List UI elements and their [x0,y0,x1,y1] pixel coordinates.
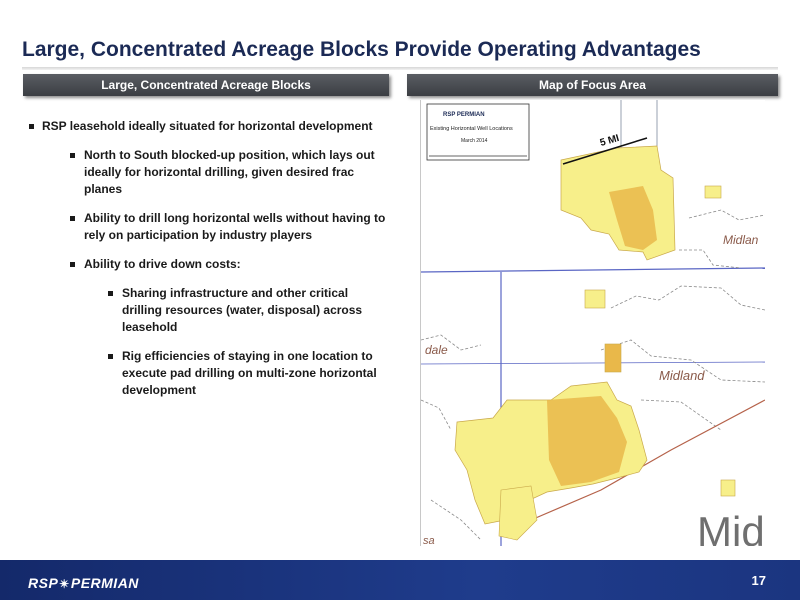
label-midland: Midland [659,368,705,383]
bullet-item [26,118,388,135]
logo-text-left: RSP [28,575,59,591]
bullet-item [26,285,388,336]
label-sa: sa [423,535,435,546]
acreage-parcel [585,290,605,308]
bullet-square-icon [108,291,113,296]
bullet-item [26,348,388,399]
acreage-parcel [705,186,721,198]
label-midland-top: Midlan [723,233,759,247]
company-logo [28,575,139,591]
bullet-text: North to South blocked-up position, which lays out ideally for horizontal drilling, given desired frac planes [84,148,375,196]
left-section-header: Large, Concentrated Acreage Blocks [23,74,389,96]
bullet-text: Ability to drill long horizontal wells without having to rely on participation by industry players [84,211,386,242]
bullet-text: Rig efficiencies of staying in one location to execute pad drilling on multi-zone horizontal development [122,349,377,397]
scale-label: 5 MI [598,132,621,149]
bullet-item [26,256,388,273]
legend-title: Existing Horizontal Well Locations [430,126,513,132]
bullet-square-icon [70,216,75,221]
bullet-square-icon [70,153,75,158]
bullet-square-icon [108,354,113,359]
bullet-item [26,210,388,244]
page-title: Large, Concentrated Acreage Blocks Provide Operating Advantages [22,38,701,61]
acreage-parcel [499,486,537,540]
focus-area-map [420,100,765,546]
label-dale: dale [425,343,448,357]
star-icon: ✴ [59,577,70,591]
bullet-item [26,147,388,198]
acreage-parcel [721,480,735,496]
bullet-list [26,118,388,411]
county-line [421,362,765,364]
bullet-text: Sharing infrastructure and other critical drilling resources (water, disposal) across leasehold [122,286,363,334]
acreage-parcel [605,344,621,372]
bullet-text: RSP leasehold ideally situated for horizontal development [42,119,373,133]
map-canvas [421,100,765,546]
page-number: 17 [751,573,766,588]
title-divider [22,67,778,70]
bullet-text: Ability to drive down costs: [84,257,241,271]
legend-logo: RSP PERMIAN [443,112,485,118]
legend-date: March 2014 [461,138,488,144]
logo-text-right: PERMIAN [70,575,139,591]
bullet-square-icon [29,124,34,129]
bullet-square-icon [70,262,75,267]
right-section-header: Map of Focus Area [407,74,778,96]
county-line [421,268,765,272]
label-mid-large: Mid [697,508,765,546]
